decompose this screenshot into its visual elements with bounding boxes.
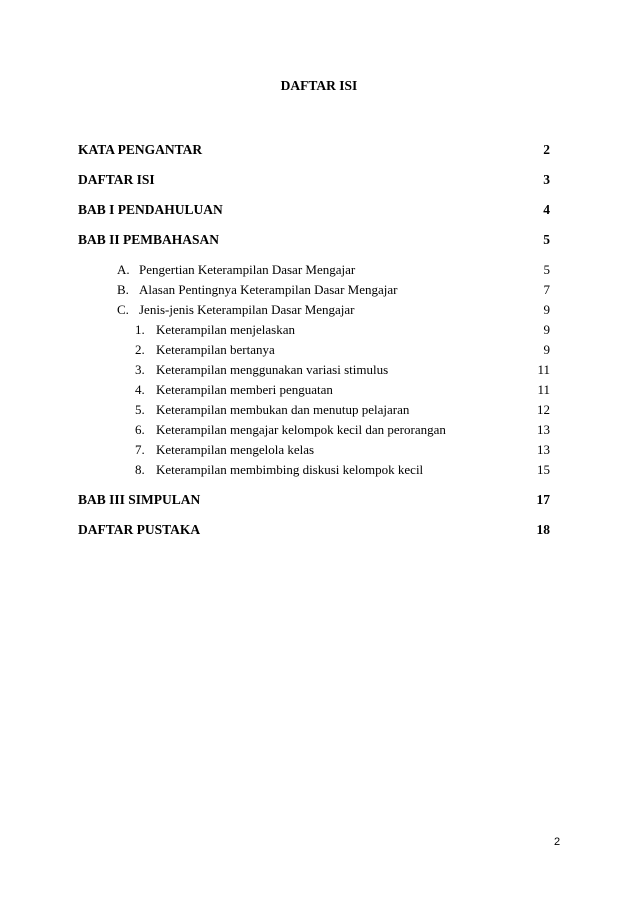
toc-item-page: 13	[537, 422, 550, 437]
toc-entry-page: 18	[536, 522, 550, 537]
page-title: DAFTAR ISI	[280, 78, 358, 93]
toc-item-page: 11	[537, 382, 550, 397]
toc-section-label: Jenis-jenis Keterampilan Dasar Mengajar	[139, 302, 355, 317]
toc-entry-page: 5	[543, 232, 550, 247]
toc-item-number: 3.	[135, 362, 145, 377]
toc-section-page: 9	[543, 302, 550, 317]
toc-entry-label: DAFTAR PUSTAKA	[78, 522, 201, 537]
toc-item-page: 15	[537, 462, 550, 477]
toc-entry-label: BAB II PEMBAHASAN	[78, 232, 220, 247]
toc-item-number: 5.	[135, 402, 145, 417]
toc-entry-label: BAB I PENDAHULUAN	[78, 202, 223, 217]
toc-item-label: Keterampilan membukan dan menutup pelajaran	[156, 402, 410, 417]
toc-entry-daftar-isi[interactable]	[78, 172, 550, 188]
toc-item-page: 11	[537, 362, 550, 377]
toc-section-letter: B.	[117, 282, 129, 297]
toc-item-number: 4.	[135, 382, 145, 397]
toc-entry-label: KATA PENGANTAR	[78, 142, 203, 157]
toc-entry-daftar-pustaka[interactable]	[78, 522, 550, 538]
toc-section-letter: A.	[117, 262, 130, 277]
toc-section-label: Pengertian Keterampilan Dasar Mengajar	[139, 262, 356, 277]
toc-item-number: 2.	[135, 342, 145, 357]
toc-item-label: Keterampilan mengajar kelompok kecil dan perorangan	[156, 422, 446, 437]
toc-item-label: Keterampilan bertanya	[156, 342, 275, 357]
toc-entry-page: 3	[543, 172, 550, 187]
toc-entry-label: DAFTAR ISI	[78, 172, 155, 187]
toc-entry-bab-iii[interactable]	[78, 492, 550, 508]
toc-item-page: 9	[543, 342, 550, 357]
toc-item-label: Keterampilan menggunakan variasi stimulus	[156, 362, 389, 377]
toc-entry-bab-i[interactable]	[78, 202, 550, 218]
page-number: 2	[554, 836, 561, 848]
toc-item-number: 7.	[135, 442, 145, 457]
toc-section-page: 7	[543, 282, 550, 297]
toc-entry-page: 2	[543, 142, 550, 157]
toc-entry-page: 17	[536, 492, 550, 507]
toc-item-label: Keterampilan mengelola kelas	[156, 442, 315, 457]
toc-section-page: 5	[543, 262, 550, 277]
toc-item-page: 9	[543, 322, 550, 337]
toc-section-label: Alasan Pentingnya Keterampilan Dasar Mengajar	[139, 282, 398, 297]
toc-item-number: 6.	[135, 422, 145, 437]
toc-item-label: Keterampilan membimbing diskusi kelompok kecil	[156, 462, 424, 477]
toc-item-number: 1.	[135, 322, 145, 337]
toc-item-page: 12	[537, 402, 550, 417]
toc-entry-kata-pengantar[interactable]	[78, 142, 550, 158]
toc-section-letter: C.	[117, 302, 129, 317]
toc-item-label: Keterampilan menjelaskan	[156, 322, 295, 337]
toc-entry-page: 4	[543, 202, 550, 217]
toc-entry-label: BAB III SIMPULAN	[78, 492, 201, 507]
toc-item-page: 13	[537, 442, 550, 457]
toc-item-number: 8.	[135, 462, 145, 477]
toc-item-label: Keterampilan memberi penguatan	[156, 382, 333, 397]
toc-entry-bab-ii[interactable]	[78, 232, 550, 248]
